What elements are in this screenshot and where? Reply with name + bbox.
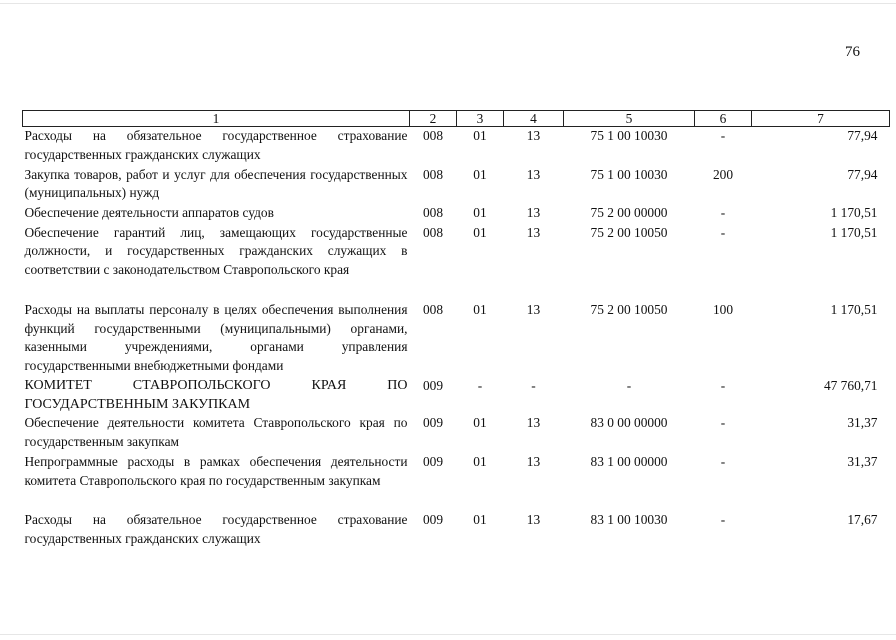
row-target-item: 75 2 00 10050 [590, 224, 668, 240]
table-row [23, 414, 890, 453]
row-amount: 31,37 [847, 454, 878, 469]
row-subsection: 13 [526, 512, 541, 527]
row-expense-type: - [720, 454, 726, 469]
row-subsection: 13 [526, 224, 541, 240]
scan-edge-bottom [0, 634, 896, 635]
row-name: Обеспечение деятельности комитета Ставропольского края по государственным закупкам [24, 415, 408, 449]
header-col-3: 3 [457, 111, 504, 127]
row-name: Закупка товаров, работ и услуг для обеспечения государственных (муниципальных) нужд [24, 166, 408, 200]
row-name: Обеспечение деятельности аппаратов судов [24, 204, 274, 220]
row-name: Расходы на обязательное государственное страхование государственных гражданских служащих [24, 512, 408, 546]
row-target-item: 83 1 00 00000 [590, 454, 668, 469]
row-subsection: 13 [526, 204, 541, 220]
row-section: 01 [473, 454, 487, 469]
row-name: Непрограммные расходы в рамках обеспечения деятельности комитета Ставропольского края по государственным закупкам [24, 454, 408, 488]
header-col-7: 7 [752, 111, 890, 127]
row-amount: 1 170,51 [830, 224, 878, 240]
row-name: Расходы на обязательное государственное страхование государственных гражданских служащих [24, 128, 408, 162]
row-expense-type: - [720, 415, 726, 430]
row-target-item: 83 0 00 00000 [590, 415, 668, 430]
table-row [23, 166, 890, 204]
row-ministry-code: 008 [422, 204, 444, 220]
row-section: 01 [473, 512, 487, 527]
row-target-item: 75 2 00 10050 [590, 302, 668, 317]
row-section: - [477, 378, 483, 393]
row-ministry-code: 009 [422, 512, 444, 527]
row-subsection: 13 [526, 415, 541, 430]
row-target-item: 75 1 00 10030 [590, 128, 668, 143]
table-row [23, 301, 890, 375]
header-row [23, 111, 890, 127]
header-col-2: 2 [410, 111, 457, 127]
row-name: Обеспечение гарантий лиц, замещающих государственные должности, и государственных гражданских служащих в соответствии с законодательством Ставропольского края [24, 224, 408, 277]
header-col-4: 4 [504, 111, 564, 127]
row-ministry-code: 008 [422, 224, 444, 240]
budget-table [22, 110, 890, 548]
row-section: 01 [473, 128, 487, 143]
table-row [23, 127, 890, 166]
row-subsection: 13 [526, 128, 541, 143]
row-subsection: 13 [526, 166, 541, 182]
scan-edge-top [0, 3, 896, 4]
row-expense-type: 200 [712, 166, 734, 182]
row-subsection: - [531, 378, 536, 393]
table-row [23, 453, 890, 511]
row-expense-type: - [720, 128, 726, 143]
row-amount: 31,37 [847, 415, 878, 430]
row-section: 01 [473, 224, 487, 240]
row-subsection: 13 [526, 454, 541, 469]
table-row [23, 511, 890, 548]
table-row [23, 224, 890, 280]
row-section: 01 [473, 166, 487, 182]
row-expense-type: - [720, 378, 726, 393]
row-ministry-code: 009 [422, 415, 444, 430]
row-ministry-code: 009 [422, 454, 444, 469]
row-subsection: 13 [526, 302, 541, 317]
header-col-1: 1 [23, 111, 410, 127]
page-number: 76 [845, 44, 860, 60]
row-name: КОМИТЕТ СТАВРОПОЛЬСКОГО КРАЯ ПО ГОСУДАРСТВЕННЫМ ЗАКУПКАМ [24, 378, 408, 412]
row-expense-type: - [720, 224, 726, 240]
row-target-item: 83 1 00 10030 [590, 512, 668, 527]
row-section: 01 [473, 415, 487, 430]
row-expense-type: 100 [712, 302, 734, 317]
row-expense-type: - [720, 204, 726, 220]
row-ministry-code: 008 [422, 302, 444, 317]
row-section: 01 [473, 204, 487, 220]
table-row [23, 375, 890, 414]
row-ministry-code: 008 [422, 128, 444, 143]
header-col-5: 5 [564, 111, 695, 127]
row-section: 01 [473, 302, 487, 317]
row-expense-type: - [720, 512, 726, 527]
row-amount: 77,94 [847, 166, 878, 182]
row-ministry-code: 009 [422, 378, 444, 393]
row-target-item: - [626, 378, 632, 393]
row-amount: 17,67 [847, 512, 878, 527]
spacer-row [23, 279, 890, 301]
row-amount: 77,94 [847, 128, 878, 143]
row-name: Расходы на выплаты персоналу в целях обеспечения выполнения функций государственными (муниципальными) органами, казенными учреждениями, органами управления государственными внебюджетными фондами [24, 302, 408, 373]
header-col-6: 6 [695, 111, 752, 127]
row-target-item: 75 1 00 10030 [590, 166, 668, 182]
row-target-item: 75 2 00 00000 [590, 204, 668, 220]
table-row [23, 204, 890, 224]
row-ministry-code: 008 [422, 166, 444, 182]
row-amount: 1 170,51 [830, 204, 878, 220]
row-amount: 1 170,51 [830, 302, 878, 317]
row-amount: 47 760,71 [823, 378, 878, 393]
